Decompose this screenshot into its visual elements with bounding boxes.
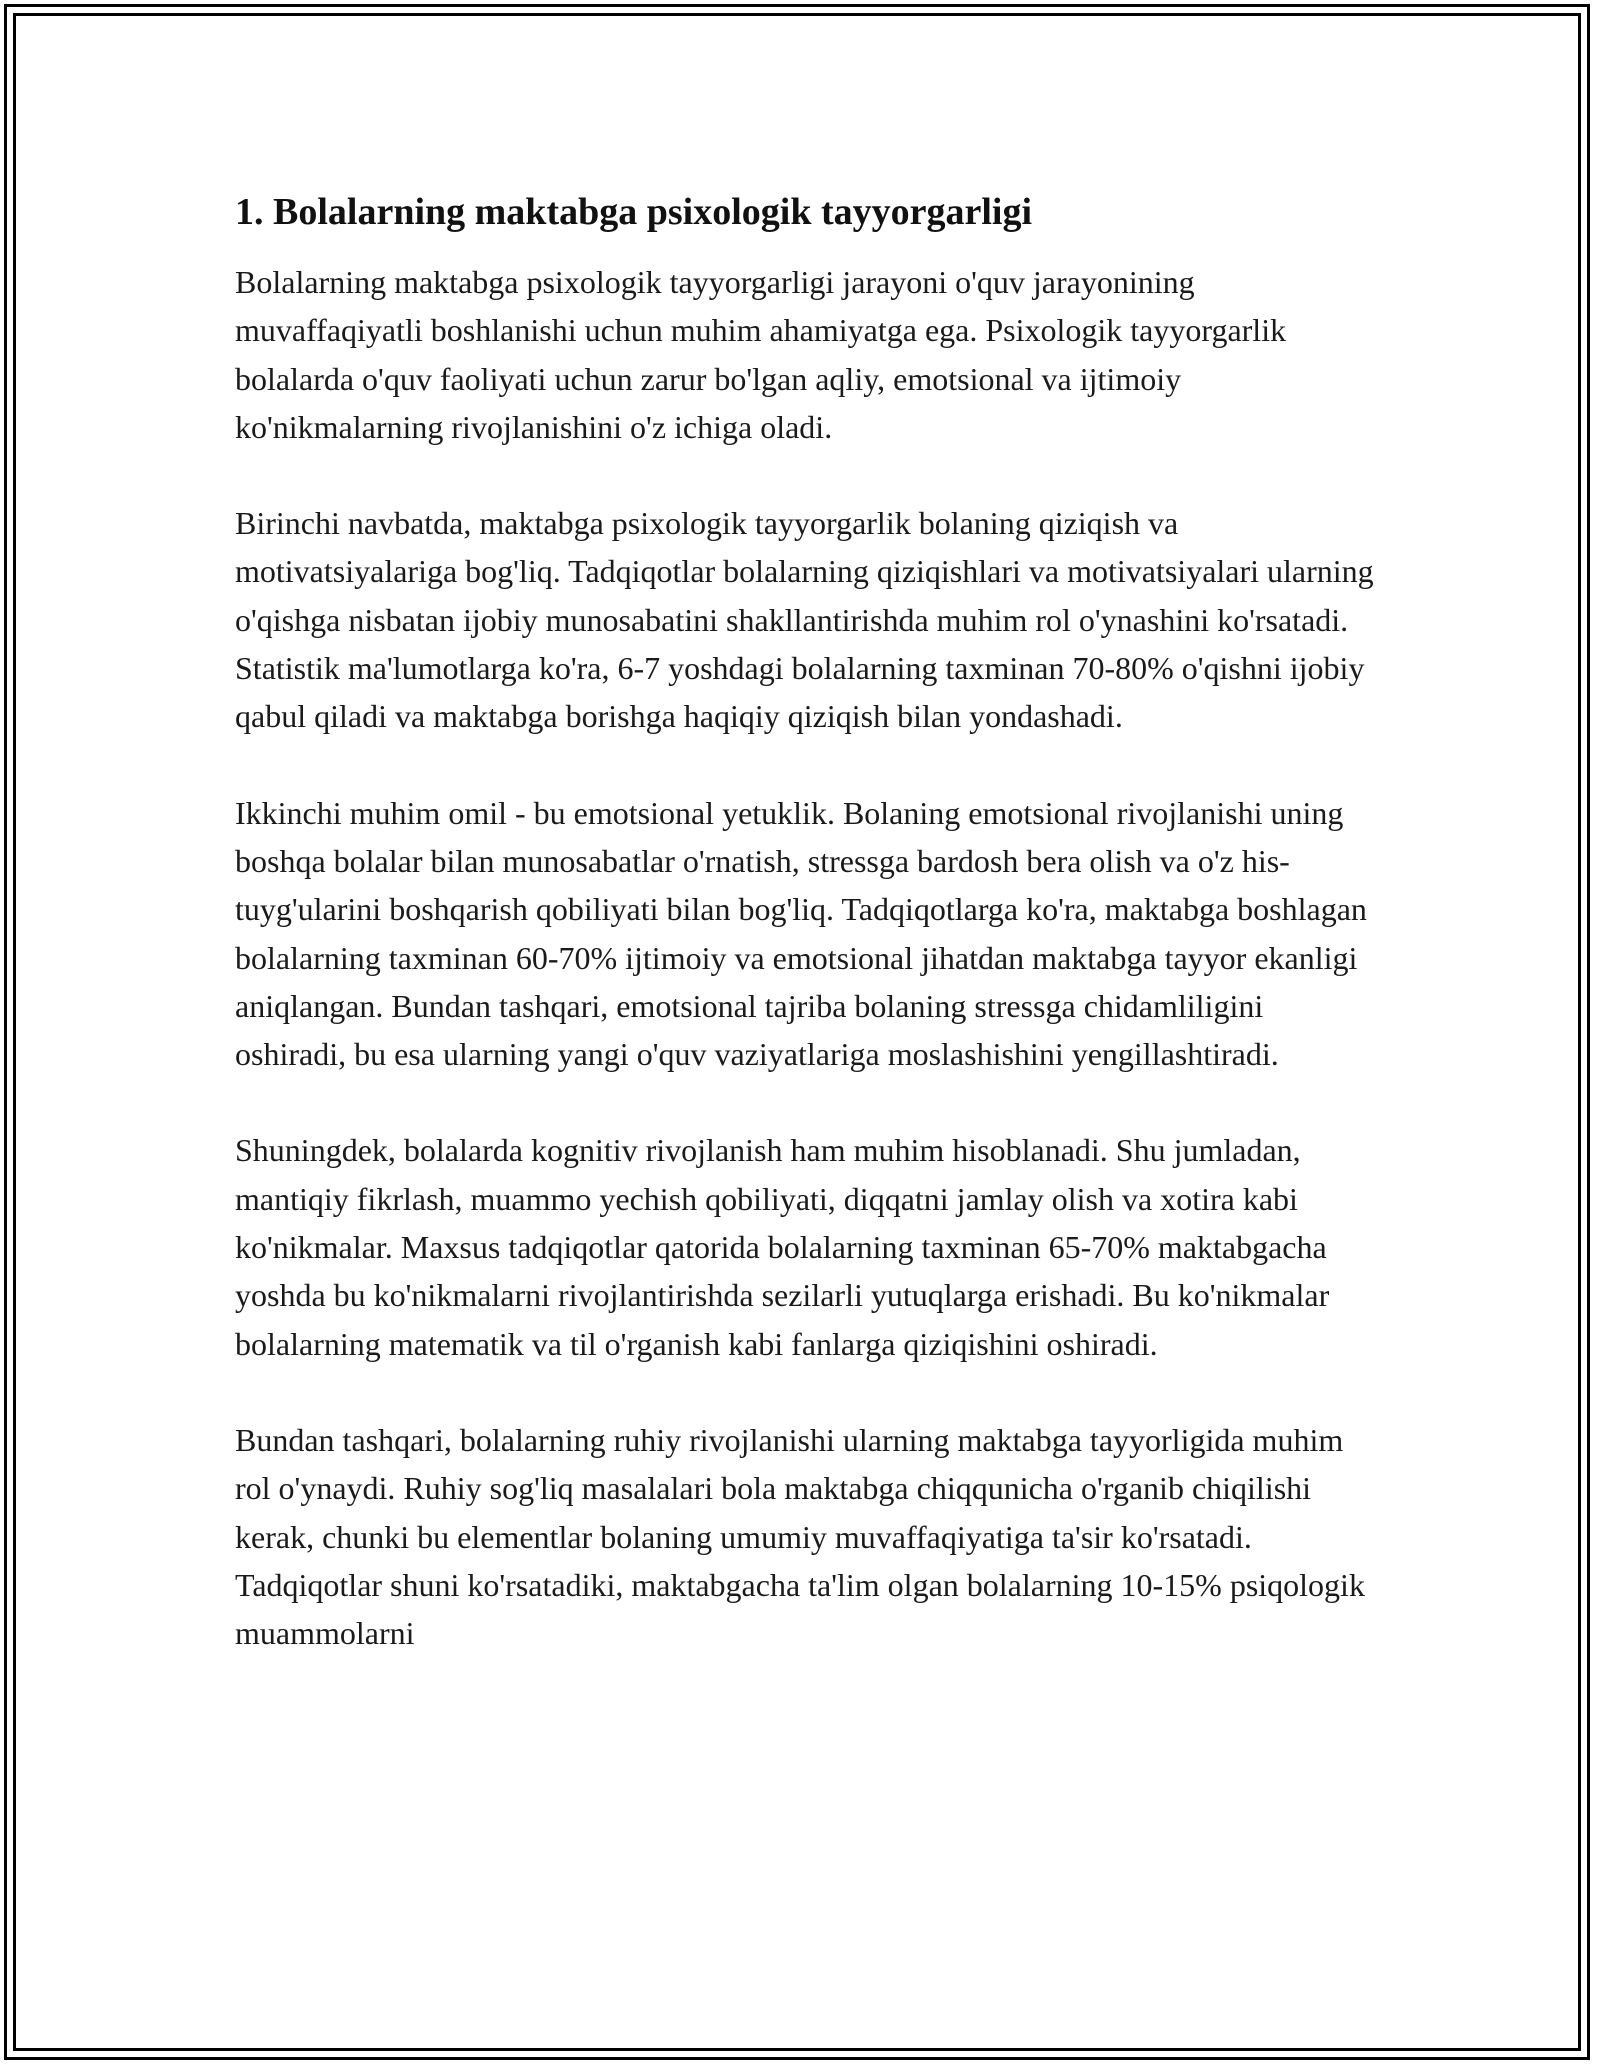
paragraph-5: Bundan tashqari, bolalarning ruhiy rivojlanishi ularning maktabga tayyorligida muhim rol o'ynaydi. Ruhiy sog'liq masalalari bola maktabga chiqqunicha o'rganib chiqilishi kerak, chunki bu elementlar bolaning umumiy muvaffaqiyatiga ta'sir ko'rsatadi. Tadqiqotlar shuni ko'rsatadiki, maktabgacha ta'lim olgan bolalarning 10-15% psiqologik muammolarni xyxy=(235,1421,1365,1652)
paragraph-3: Ikkinchi muhim omil - bu emotsional yetuklik. Bolaning emotsional rivojlanishi uning boshqa bolalar bilan munosabatlar o'rnatish, stressga bardosh bera olish va o'z his-tuyg'ularini boshqarish qobiliyati bilan bog'liq. Tadqiqotlarga ko'ra, maktabga boshlagan bolalarning taxminan 60-70% ijtimoiy va emotsional jihatdan maktabga tayyor ekanligi aniqlangan. Bundan tashqari, emotsional tajriba bolaning stressga chidamliligini oshiradi, bu esa ularning yangi o'quv vaziyatlariga moslashishini yengillashtiradi. xyxy=(235,794,1367,1073)
paragraph-2: Birinchi navbatda, maktabga psixologik tayyorgarlik bolaning qiziqish va motivatsiyalariga bog'liq. Tadqiqotlar bolalarning qiziqishlari va motivatsiyalari ularning o'qishga nisbatan ijobiy munosabatini shakllantirishda muhim rol o'ynashini ko'rsatadi. Statistik ma'lumotlarga ko'ra, 6-7 yoshdagi bolalarning taxminan 70-80% o'qishni ijobiy qabul qiladi va maktabga borishga haqiqiy qiziqish bilan yondashadi. xyxy=(235,505,1374,735)
document-body xyxy=(235,188,1375,1705)
paragraph-4: Shuningdek, bolalarda kognitiv rivojlanish ham muhim hisoblanadi. Shu jumladan, mantiqiy fikrlash, muammo yechish qobiliyati, diqqatni jamlay olish va xotira kabi ko'nikmalar. Maxsus tadqiqotlar qatorida bolalarning taxminan 65-70% maktabgacha yoshda bu ko'nikmalarni rivojlantirishda sezilarli yutuqlarga erishadi. Bu ko'nikmalar bolalarning matematik va til o'rganish kabi fanlarga qiziqishini oshiradi. xyxy=(235,1132,1330,1362)
section-heading: 1. Bolalarning maktabga psixologik tayyorgarligi xyxy=(235,191,1033,233)
paragraph-1: Bolalarning maktabga psixologik tayyorgarligi jarayoni o'quv jarayonining muvaffaqiyatli boshlanishi uchun muhim ahamiyatga ega. Psixologik tayyorgarlik bolalarda o'quv faoliyati uchun zarur bo'lgan aqliy, emotsional va ijtimoiy ko'nikmalarning rivojlanishini o'z ichiga oladi. xyxy=(235,264,1287,445)
